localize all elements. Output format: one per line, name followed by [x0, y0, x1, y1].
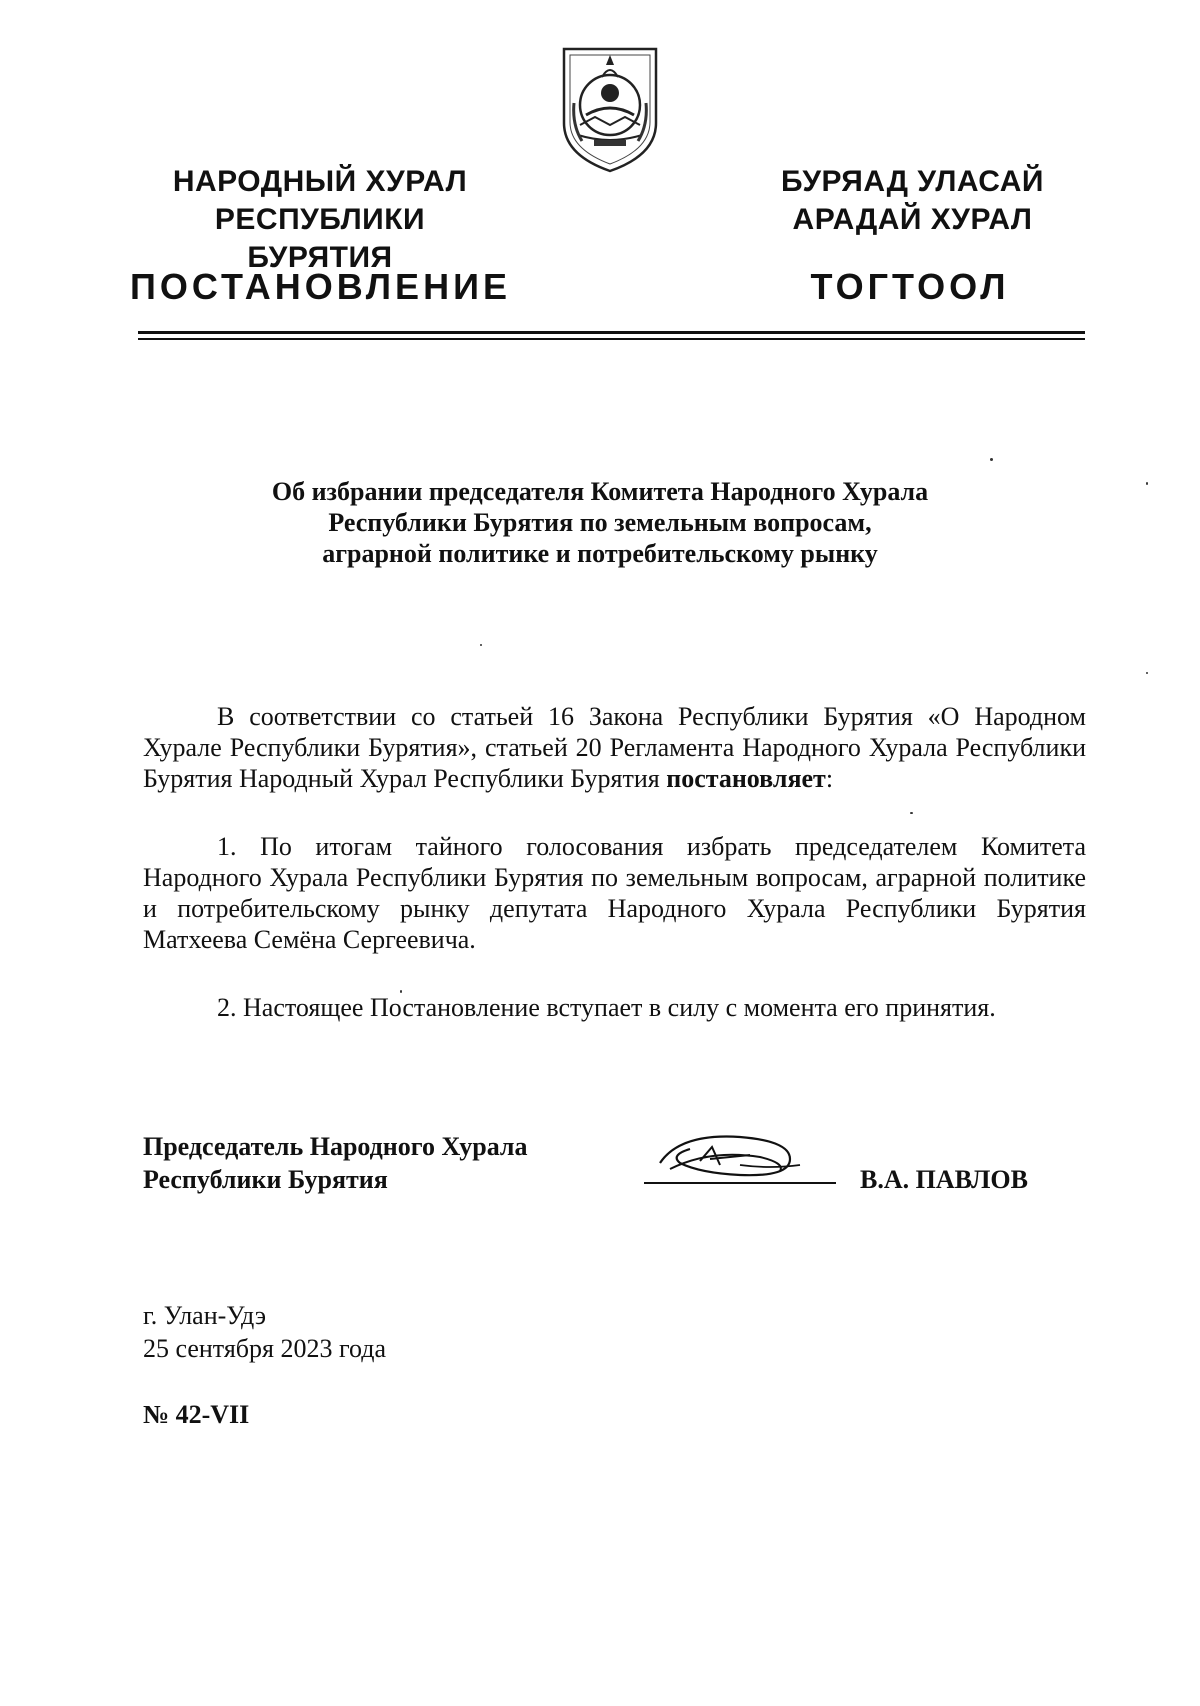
org-name-buryat: [770, 163, 1055, 239]
scan-speck: [990, 458, 993, 461]
place-and-date: [143, 1299, 386, 1365]
signatory-position: [143, 1130, 528, 1196]
signatory-name: В.А. ПАВЛОВ: [860, 1165, 1028, 1194]
org-name-buryat-line2: АРАДАЙ ХУРАЛ: [792, 203, 1033, 236]
preamble-paragraph: [143, 701, 1086, 794]
document-title: [180, 476, 1020, 569]
item-2-paragraph: 2. Настоящее Постановление вступает в силу с момента его принятия.: [217, 993, 996, 1022]
title-line1: Об избрании председателя Комитета Народного Хурала: [271, 477, 929, 506]
date: 25 сентября 2023 года: [143, 1334, 387, 1363]
scan-speck: [1146, 672, 1148, 674]
scan-speck: [480, 644, 482, 646]
scan-speck: [400, 990, 402, 993]
scan-speck: [910, 812, 913, 814]
document-number: № 42-VII: [143, 1400, 250, 1429]
org-name-russian: [140, 163, 500, 277]
signatory-position-line2: Республики Бурятия: [143, 1165, 388, 1194]
org-name-line2: РЕСПУБЛИКИ БУРЯТИЯ: [214, 203, 426, 274]
scan-speck: [1146, 482, 1148, 485]
header-rule-thick: [138, 331, 1085, 334]
preamble-colon: :: [825, 764, 834, 793]
item-1-paragraph: 1. По итогам тайного голосования избрать председателем Комитета Народного Хурала Республики Бурятия по земельным вопросам, аграрной политике и потребительскому рынку депутата Народного Хурала Республики Бурятия Матхеева Семёна Сергеевича.: [143, 832, 1086, 954]
org-name-line1: НАРОДНЫЙ ХУРАЛ: [172, 165, 468, 198]
decree-verb: постановляет: [666, 764, 826, 793]
title-line2: Республики Бурятия по земельным вопросам,: [328, 508, 872, 537]
org-name-buryat-line1: БУРЯАД УЛАСАЙ: [781, 165, 1044, 198]
handwritten-signature: [640, 1125, 840, 1195]
place: г. Улан-Удэ: [143, 1301, 267, 1330]
title-line3: аграрной политике и потребительскому рынку: [322, 539, 878, 568]
doc-type-buryat: ТОГТООЛ: [810, 266, 1010, 307]
preamble-text: В соответствии со статьей 16 Закона Республики Бурятия «О Народном Хурале Республики Бурятия», статьей 20 Регламента Народного Хурала Республики Бурятия Народный Хурал Республики Бурятия: [143, 702, 1086, 793]
doc-type-russian: ПОСТАНОВЛЕНИЕ: [130, 266, 511, 307]
signatory-position-line1: Председатель Народного Хурала: [143, 1132, 528, 1161]
header-rule-thin: [138, 338, 1085, 340]
emblem-icon: [560, 45, 660, 175]
